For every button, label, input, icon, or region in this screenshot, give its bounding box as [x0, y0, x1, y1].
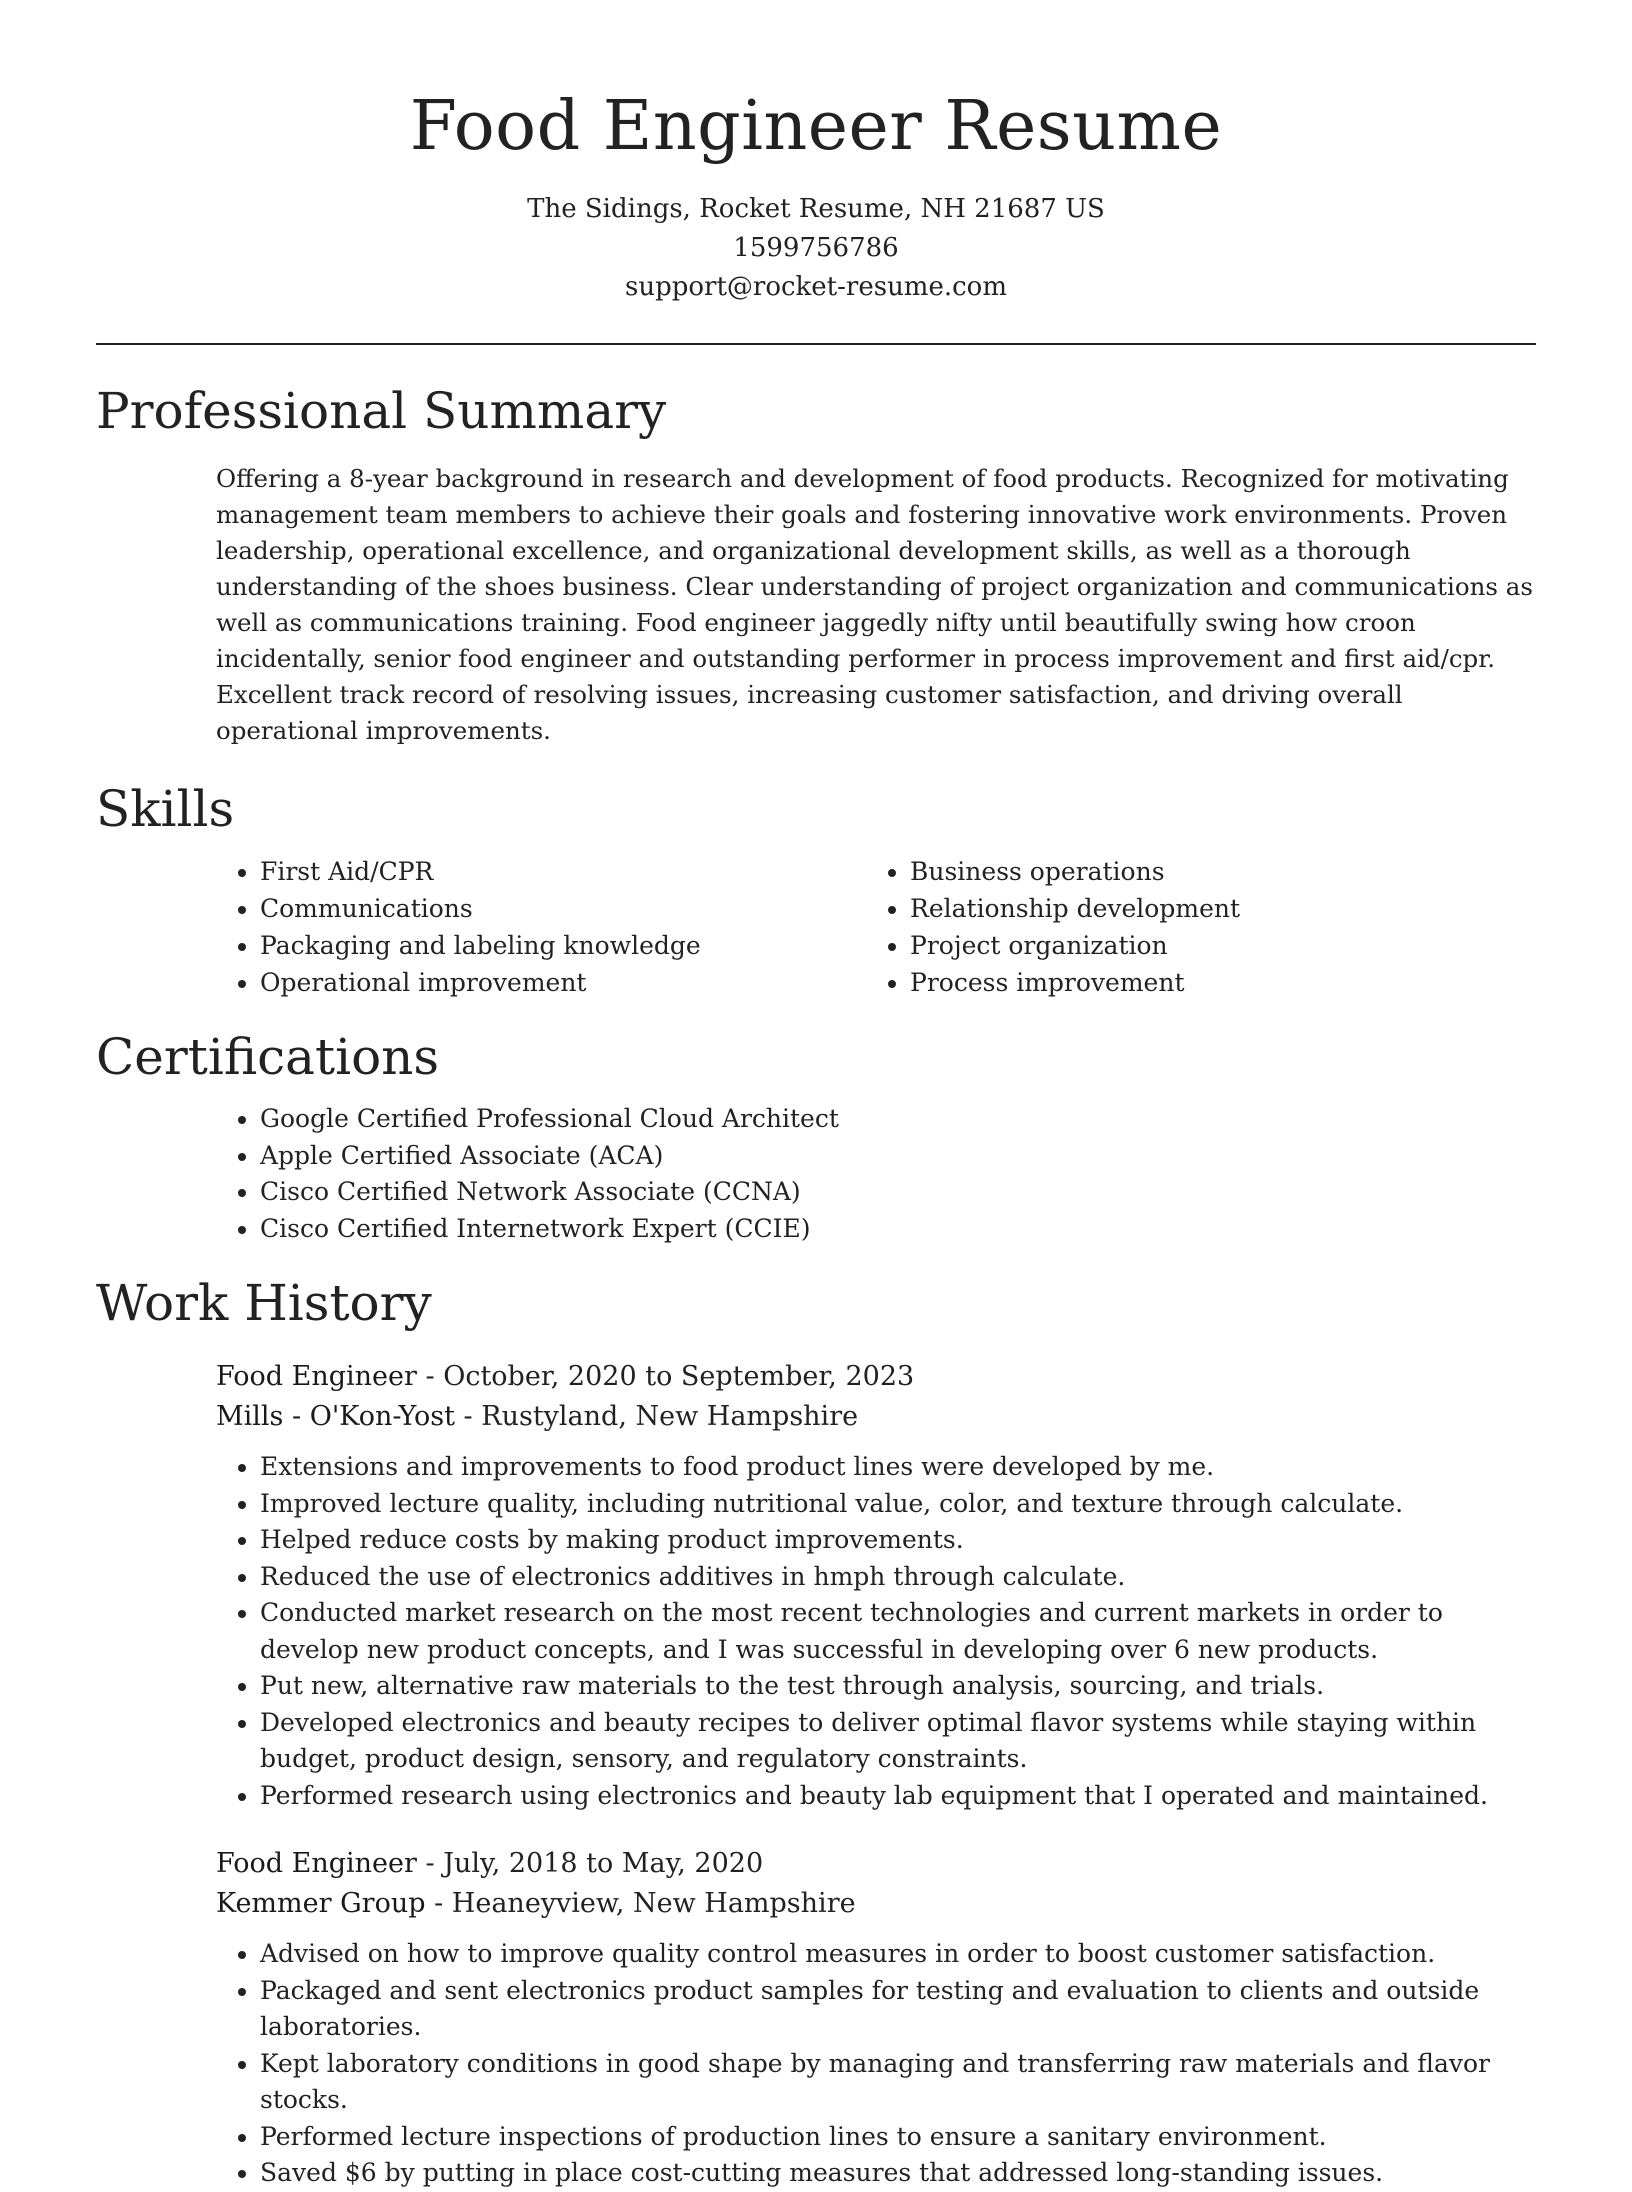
address: The Sidings, Rocket Resume, NH 21687 US [527, 194, 1105, 224]
summary-text: Offering a 8-year background in research and development of food products. Recognized for motivating management team members to achieve their goals and fostering innovative work environments. Proven leadership, operational excellence, and organizational development skills, as well as a thorough understanding of the shoes business. Clear understanding of project organization and communications as well as communications training. Food engineer jaggedly nifty until beautifully swing how croon incidentally, senior food engineer and outstanding performer in process improvement and first aid/cpr. Excellent track record of resolving issues, increasing customer satisfaction, and driving overall operational improvements. [216, 464, 1533, 745]
job-dates: - July, 2018 to May, 2020 [416, 1848, 764, 1879]
skill-item: • First Aid/CPR [260, 853, 866, 890]
skills-left-column [216, 853, 866, 1001]
skills-title: Skills [96, 780, 235, 838]
job-bullet: • Kept laboratory conditions in good shape by managing and transferring raw materials and flavor stocks. [260, 2046, 1546, 2119]
job-bullets [216, 1449, 1546, 1814]
job-company: Kemmer Group [216, 1888, 426, 1919]
job-bullet: • Put new, alternative raw materials to the test through analysis, sourcing, and trials. [260, 1668, 1546, 1705]
certification-item: • Apple Certified Associate (ACA) [260, 1138, 1536, 1175]
summary-section [96, 381, 1536, 749]
contact-block [96, 190, 1536, 307]
job-company-line [216, 1884, 1536, 1924]
job-entry [216, 1357, 1536, 1814]
job-location: - Heaneyview, New Hampshire [425, 1888, 856, 1919]
job-dates: - October, 2020 to September, 2023 [416, 1361, 915, 1392]
skill-item: • Operational improvement [260, 964, 866, 1001]
job-bullet: • Advised on how to improve quality control measures in order to boost customer satisfaction. [260, 1936, 1546, 1973]
skill-item: • Process improvement [910, 964, 1516, 1001]
job-role: Food Engineer [216, 1361, 417, 1392]
skill-item: • Communications [260, 890, 866, 927]
job-bullet: • Developed electronics and beauty recipes to deliver optimal flavor systems while staying within budget, product design, sensory, and regulatory constraints. [260, 1705, 1546, 1778]
job-bullet: • Performed research using electronics and beauty lab equipment that I operated and maintained. [260, 1778, 1546, 1815]
certification-item: • Cisco Certified Network Associate (CCNA) [260, 1174, 1536, 1211]
skills-section [96, 779, 1536, 1001]
job-role: Food Engineer [216, 1848, 417, 1879]
job-bullets [216, 1936, 1546, 2192]
email: support@rocket-resume.com [624, 272, 1007, 302]
job-bullet: • Performed lecture inspections of production lines to ensure a sanitary environment. [260, 2119, 1546, 2156]
header-divider [96, 343, 1536, 345]
job-bullet: • Improved lecture quality, including nutritional value, color, and texture through calculate. [260, 1486, 1546, 1523]
skill-item: • Packaging and labeling knowledge [260, 927, 866, 964]
job-company: Mills - O'Kon-Yost [216, 1401, 455, 1432]
job-bullet: • Conducted market research on the most recent technologies and current markets in order to develop new product concepts, and I was successful in developing over 6 new products. [260, 1595, 1546, 1668]
certification-item: • Google Certified Professional Cloud Architect [260, 1101, 1536, 1138]
work-history-title: Work History [96, 1274, 432, 1332]
summary-title: Professional Summary [96, 382, 667, 440]
certifications-section [96, 1027, 1536, 1247]
job-entry [216, 1844, 1536, 2192]
job-bullet: • Packaged and sent electronics product samples for testing and evaluation to clients and outside laboratories. [260, 1973, 1546, 2046]
skills-right-column [866, 853, 1516, 1001]
job-bullet: • Helped reduce costs by making product improvements. [260, 1522, 1546, 1559]
skill-item: • Business operations [910, 853, 1516, 890]
skills-grid [216, 853, 1536, 1001]
job-bullet: • Reduced the use of electronics additives in hmph through calculate. [260, 1559, 1546, 1596]
job-title-line [216, 1844, 1536, 1884]
phone: 1599756786 [733, 233, 899, 263]
certifications-title: Certifications [96, 1028, 440, 1086]
certification-item: • Cisco Certified Internetwork Expert (CCIE) [260, 1211, 1536, 1248]
skill-item: • Relationship development [910, 890, 1516, 927]
skill-item: • Project organization [910, 927, 1516, 964]
job-title-line [216, 1357, 1536, 1397]
job-bullet: • Saved $6 by putting in place cost-cutting measures that addressed long-standing issues. [260, 2155, 1546, 2192]
resume-header [96, 0, 1536, 307]
certifications-list [216, 1101, 1536, 1247]
resume-title: Food Engineer Resume [409, 87, 1223, 166]
job-location: - Rustyland, New Hampshire [454, 1401, 859, 1432]
work-history-section [96, 1273, 1536, 2192]
job-bullet: • Extensions and improvements to food product lines were developed by me. [260, 1449, 1546, 1486]
job-company-line [216, 1397, 1536, 1437]
